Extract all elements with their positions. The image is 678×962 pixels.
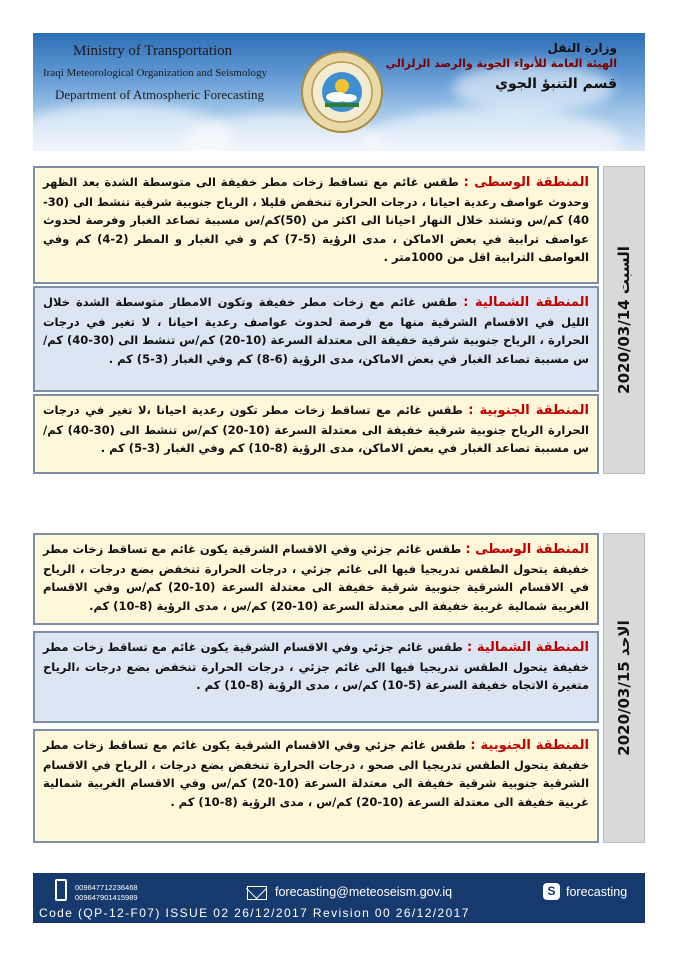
day-panel-sunday [33,533,645,843]
region-north-day2 [33,631,599,723]
region-title: المنطقة الشمالية : [466,640,589,655]
organization-logo [301,51,383,133]
region-title: المنطقة الجنوبية : [470,738,589,753]
region-forecast-text: طقس غائم مع تساقط زخات مطر تكون رعدية احيانا ،لا تغير في درجات الحرارة الرياح جنوبية شرقية خفيفة الى معتدلة السرعة (10-20) كم/س تنشط الى (30-40) كم/س مسببة تصاعد الغبار في بعض الاماكن، مدى الرؤية (8-10) كم وفي الغبار (3-5) كم . [43,403,589,455]
ministry-name-ar: وزارة النقل [547,41,617,55]
region-north-day1 [33,286,599,392]
region-forecast-text: طقس غائم مع تساقط زخات مطر خفيفة الى متوسطة الشدة بعد الظهر وحدوث عواصف رعدية احيانا ، درجات الحرارة تنخفض قليلا ، الرياح جنوبية شرقية تنشط الى (30-40) كم/س وتشتد خلال النهار احيانا الى اكثر من (50)كم/س مسببة تصاعد الغبار وفرصة لحدوث عواصف ترابية في بعض الاماكن ، مدى الرؤية (5-7) كم و في الغبار و المطر (2-4) كم وفي العواصف الترابية اقل من 1000متر . [43,175,589,264]
mail-icon [247,886,267,900]
region-forecast-text: طقس غائم جزئي وفي الاقسام الشرقية يكون غائم مع تساقط زخات مطر خفيفة يتحول الطقس تدريجيا فيها الى غائم جزئي ، درجات الحرارة تنخفض بضع درجات ، الرياح في الاقسام الشرقية جنوبية شرقية خفيفة الى معتدلة السرعة (10-20) كم/س وفي الاقسام الغربية شمالية غربية خفيفة الى معتدلة السرعة (10-20) كم/س ، مدى الرؤية (8-10) كم. [42,542,590,613]
skype-icon: S [543,883,560,900]
region-title: المنطقة الشمالية : [463,295,589,310]
day-date-label: السبت 2020/03/14 [615,246,633,394]
day-panel-saturday [33,166,645,474]
day-date-label: الاحد 2020/03/15 [615,620,633,756]
region-forecast-text: طقس غائم جزئي وفي الاقسام الشرقية يكون غائم مع تساقط زخات مطر خفيفة يتحول الطقس تدريجيا فيها الى غائم جزئي ، درجات الحرارة تنخفض بضع درجات ،الرياح متغيرة الاتجاه خفيفة السرعة (5-10) كم/س ، مدى الرؤية (8-10) كم . [43,640,589,692]
email-address[interactable]: forecasting@meteoseism.gov.iq [275,885,453,899]
day-label-sunday [603,533,645,843]
organization-name-ar: الهيئة العامة للأنواء الجوية والرصد الزلزالي [385,57,617,70]
department-name: Department of Atmospheric Forecasting [55,87,265,102]
document-code: Code (QP-12-F07) ISSUE 02 26/12/2017 Revision 00 26/12/2017 [39,906,470,920]
region-title: المنطقة الوسطى : [465,542,589,557]
footer-bar [33,873,645,923]
region-title: المنطقة الجنوبية : [468,403,589,418]
region-central-day2 [33,533,599,625]
day-label-saturday [603,166,645,474]
phone-number-1: 009647712236468 [75,883,138,892]
organization-name: Iraqi Meteorological Organization and Seismology [43,67,268,79]
skype-handle[interactable]: forecasting [566,885,628,899]
header-arabic [386,41,617,92]
region-forecast-text: طقس غائم مع زخات مطر خفيفة وتكون الامطار متوسطة الشدة خلال الليل في الاقسام الشرقية منها مع فرصة لحدوث عواصف رعدية احيانا ، لا تغير في درجات الحرارة ، الرياح جنوبية شرقية خفيفة الى معتدلة السرعة (10-20) كم/س تنشط الى (30-40) كم/س مسببة تصاعد الغبار في بعض الاماكن، مدى الرؤية (6-8) كم وفي الغبار (3-5) كم . [43,295,589,366]
ministry-name: Ministry of Transportation [73,43,233,59]
region-title: المنطقة الوسطى : [463,175,589,190]
region-south-day2 [33,729,599,843]
region-south-day1 [33,394,599,474]
region-forecast-text: طقس غائم جزئي وفي الاقسام الشرقية يكون غائم مع تساقط زخات مطر خفيفة يتحول الطقس تدريجيا الى صحو ، درجات الحرارة تنخفض بضع درجات ، الرياح في الاقسام الشرقية جنوبية شرقية خفيفة الى معتدلة السرعة (10-20) كم/س وفي الاقسام الغربية شمالية غربية خفيفة الى معتدلة السرعة (10-20) كم/س ، مدى الرؤية (8-10) كم . [43,738,590,809]
phone-numbers [75,883,138,903]
phone-number-2: 009647901415989 [75,893,138,902]
region-central-day1 [33,166,599,284]
phone-icon [55,879,67,901]
header-banner [33,33,645,151]
department-name-ar: قسم التنبؤ الجوي [495,76,617,92]
